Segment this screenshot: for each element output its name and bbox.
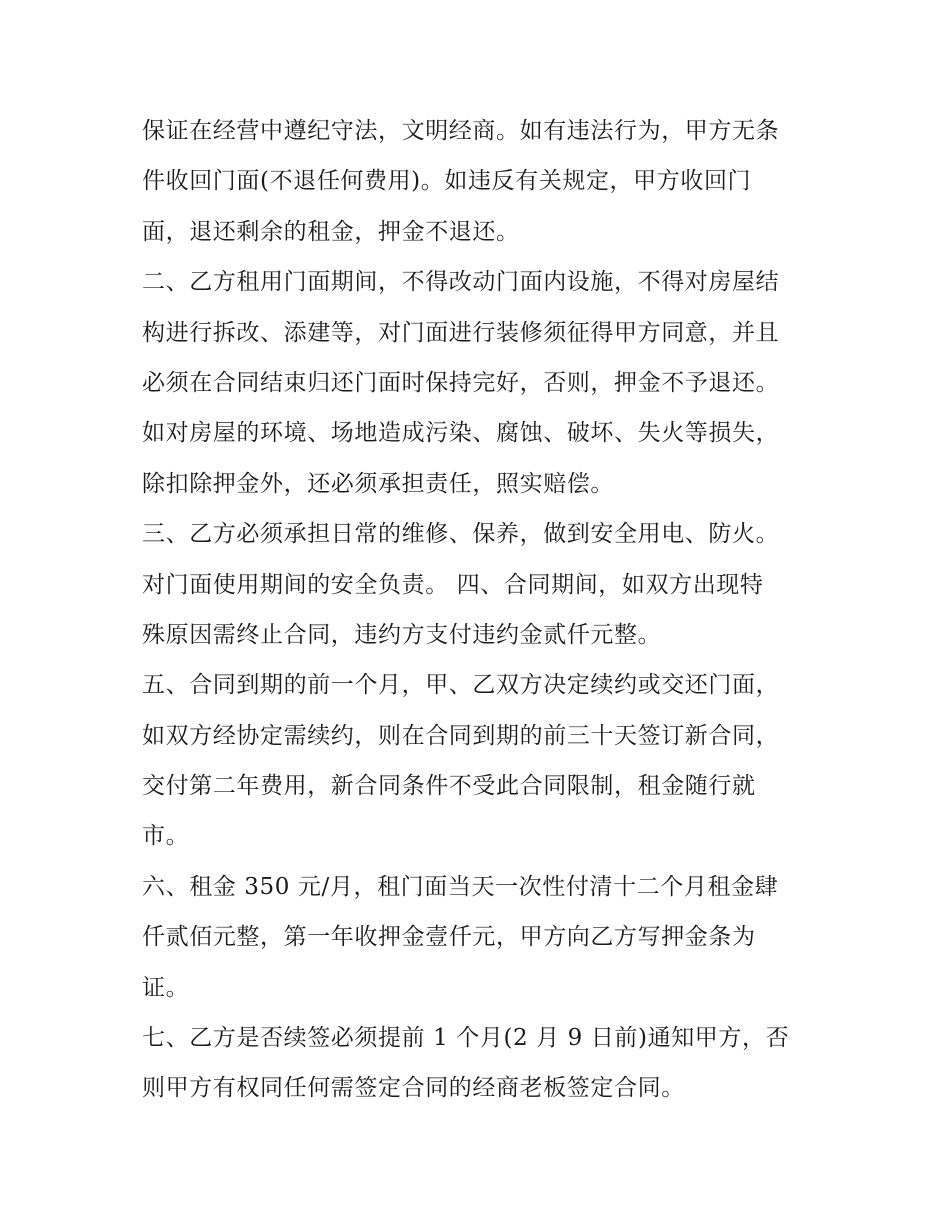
text-line: 除扣除押金外，还必须承担责任，照实赔偿。 [142,470,614,497]
text-line: 六、租金 350 元/月，租门面当天一次性付清十二个月租金肆 [142,873,779,900]
text-line: 二、乙方租用门面期间，不得改动门面内设施，不得对房屋结 [142,269,780,296]
contract-body [142,106,822,1114]
text-line: 证。 [142,974,190,1001]
text-line: 保证在经营中遵纪守法，文明经商。如有违法行为，甲方无条 [142,118,780,144]
text-line: 殊原因需终止合同，违约方支付违约金贰仟元整。 [142,621,662,648]
text-line: 必须在合同结束归还门面时保持完好，否则，押金不予退还。 [142,369,780,396]
text-line: 面，退还剩余的租金，押金不退还。 [142,218,520,245]
text-line: 对门面使用期间的安全负责。 四、合同期间，如双方出现特 [142,571,764,598]
text-line: 七、乙方是否续签必须提前 1 个月(2 月 9 日前)通知甲方，否 [142,1025,790,1052]
text-line: 如双方经协定需续约，则在合同到期的前三十天签订新合同， [142,722,780,749]
text-line: 件收回门面(不退任何费用)。如违反有关规定，甲方收回门 [142,168,752,195]
text-line: 构进行拆改、添建等，对门面进行装修须征得甲方同意，并且 [142,319,780,346]
text-line: 五、合同到期的前一个月，甲、乙双方决定续约或交还门面， [142,672,780,699]
text-line: 仟贰佰元整，第一年收押金壹仟元，甲方向乙方写押金条为 [142,924,756,951]
text-line: 市。 [142,823,190,850]
text-line: 则甲方有权同任何需签定合同的经商老板签定合同。 [142,1075,685,1102]
text-line: 交付第二年费用，新合同条件不受此合同限制，租金随行就 [142,773,756,800]
text-line: 三、乙方必须承担日常的维修、保养，做到安全用电、防火。 [142,521,780,548]
text-line: 如对房屋的环境、场地造成污染、腐蚀、破坏、失火等损失， [142,420,780,447]
